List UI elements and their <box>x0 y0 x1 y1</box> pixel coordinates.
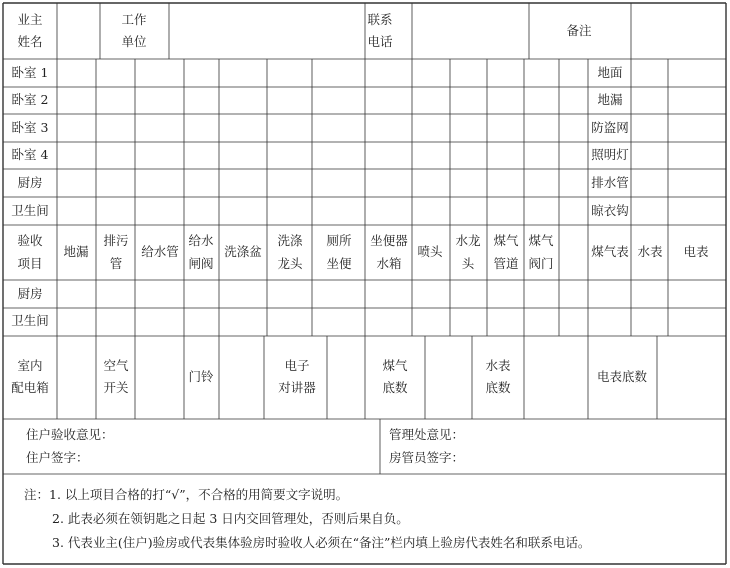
col-gas-valve-2: 阀门 <box>528 255 554 271</box>
inspection-item: 照明灯 <box>591 146 629 162</box>
col-toilet-2: 坐便 <box>326 255 352 271</box>
col-tap-1: 水龙 <box>455 232 481 248</box>
dist-box-1: 室内 <box>17 357 43 373</box>
room-label: 厨房 <box>17 174 43 190</box>
note-3: 3. 代表业主(住户)验房或代表集体验房时验收人必须在“备注”栏内填上验房代表姓名和联系电话。 <box>52 534 591 550</box>
col-gas-meter: 煤气表 <box>591 243 629 259</box>
dist-box-2: 配电箱 <box>11 379 49 395</box>
room-label: 卧室 3 <box>11 119 49 135</box>
room-label: 卧室 1 <box>11 64 49 80</box>
note-1: 注：1. 以上项目合格的打“√”，不合格的用简要文字说明。 <box>24 486 349 502</box>
room-label: 卫生间 <box>11 202 49 218</box>
col-tank-1: 坐便器 <box>370 232 408 248</box>
contact-label-2: 电话 <box>367 33 393 49</box>
col-gas-valve-1: 煤气 <box>528 232 554 248</box>
inspection-item: 防盗网 <box>591 119 629 135</box>
inspection-item: 地面 <box>597 64 623 80</box>
col-water-pipe: 给水管 <box>141 243 179 259</box>
note-2: 2. 此表必须在领钥匙之日起 3 日内交回管理处，否则后果自负。 <box>52 510 409 526</box>
owner-name-label-2: 姓名 <box>17 33 43 49</box>
col-water-meter: 水表 <box>637 243 663 259</box>
air-switch-1: 空气 <box>103 357 129 373</box>
remarks-label: 备注 <box>566 22 592 38</box>
col-floor-drain: 地漏 <box>63 243 89 259</box>
accept-title-2: 项目 <box>17 255 43 271</box>
room-label: 卧室 2 <box>11 91 49 107</box>
col-valve-1: 给水 <box>188 232 214 248</box>
accept-row-label: 厨房 <box>17 285 43 301</box>
intercom-1: 电子 <box>284 357 310 373</box>
manager-signature: 房管员签字： <box>389 449 465 465</box>
room-label: 卧室 4 <box>11 146 49 162</box>
col-gas-pipe-2: 管道 <box>493 255 519 271</box>
owner-name-label-1: 业主 <box>17 11 43 27</box>
accept-row-label: 卫生间 <box>11 312 49 328</box>
col-tank-2: 水箱 <box>376 255 402 271</box>
col-faucet-1: 洗涤 <box>277 232 303 248</box>
intercom-2: 对讲器 <box>278 379 316 395</box>
accept-title-1: 验收 <box>17 232 43 248</box>
gas-reading-1: 煤气 <box>382 357 408 373</box>
water-reading-2: 底数 <box>485 379 511 395</box>
elec-reading-label: 电表底数 <box>596 368 648 384</box>
col-elec-meter: 电表 <box>683 243 709 259</box>
air-switch-2: 开关 <box>103 379 129 395</box>
work-unit-label-2: 单位 <box>121 33 147 49</box>
col-shower: 喷头 <box>417 243 443 259</box>
col-faucet-2: 龙头 <box>277 255 303 271</box>
water-reading-1: 水表 <box>485 357 511 373</box>
col-basin: 洗涤盆 <box>224 243 262 259</box>
owner-signature: 住户签字： <box>26 449 89 465</box>
management-opinion: 管理处意见： <box>389 426 465 442</box>
col-gas-pipe-1: 煤气 <box>493 232 519 248</box>
contact-label-1: 联系 <box>367 11 393 27</box>
col-drain-1: 排污 <box>103 232 129 248</box>
col-drain-2: 管 <box>109 255 123 271</box>
col-toilet-1: 厕所 <box>326 232 352 248</box>
owner-opinion: 住户验收意见： <box>26 426 114 442</box>
col-valve-2: 闸阀 <box>188 255 214 271</box>
doorbell-label: 门铃 <box>188 368 214 384</box>
inspection-item: 排水管 <box>591 174 629 190</box>
work-unit-label-1: 工作 <box>121 11 147 27</box>
col-tap-2: 头 <box>461 255 475 271</box>
inspection-item: 地漏 <box>597 91 623 107</box>
inspection-item: 晾衣钩 <box>591 202 629 218</box>
gas-reading-2: 底数 <box>382 379 408 395</box>
